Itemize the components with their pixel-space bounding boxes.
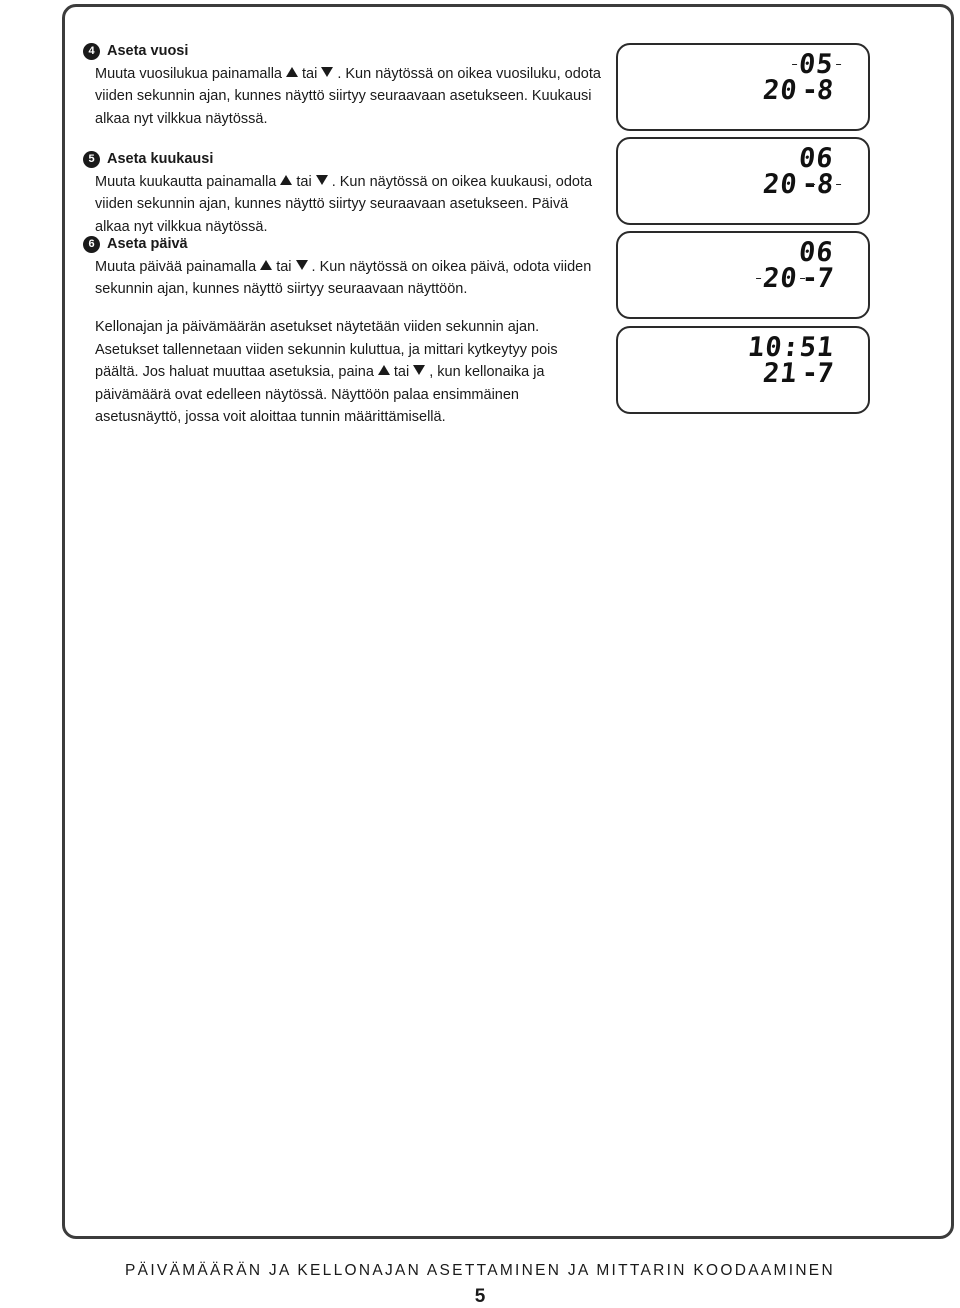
- step-number-badge: 5: [83, 151, 100, 168]
- step-title: Aseta päivä: [107, 236, 188, 252]
- step-day: [88, 233, 605, 301]
- down-triangle-icon: [316, 175, 328, 185]
- down-triangle-icon: [296, 260, 308, 270]
- step-number-badge: 4: [83, 43, 100, 60]
- step-heading: [88, 40, 605, 63]
- lcd-top-value: 10:51: [746, 332, 836, 363]
- step-body: Muuta kuukautta painamalla tai . Kun näytössä on oikea kuukausi, odota viiden sekunnin ajan, kunnes näyttö siirtyy seuraavaan asetukseen. Päivä alkaa nyt vilkkua näytössä.: [95, 173, 593, 235]
- step-body: Muuta vuosilukua painamalla tai . Kun näytössä on oikea vuosiluku, odota viiden sekunnin ajan, kunnes näyttö siirtyy seuraavaan asetukseen. Kuukausi alkaa nyt vilkkua näytössä.: [95, 65, 601, 127]
- step-month: [88, 148, 605, 238]
- step-year: [88, 40, 605, 130]
- up-triangle-icon: [378, 365, 390, 375]
- lcd-top-value: 06: [797, 237, 836, 268]
- summary-paragraph: [95, 316, 605, 429]
- lcd-bottom-value: 20 - 8: [761, 75, 836, 106]
- step-number-badge: 6: [83, 236, 100, 253]
- down-triangle-icon: [413, 365, 425, 375]
- step-title: Aseta kuukausi: [107, 151, 214, 167]
- lcd-bottom-value: 20 - 8: [761, 169, 836, 200]
- down-triangle-icon: [321, 67, 333, 77]
- step-heading: [88, 233, 605, 256]
- lcd-top-value: 06: [797, 143, 836, 174]
- up-triangle-icon: [260, 260, 272, 270]
- step-heading: [88, 148, 605, 171]
- lcd-display-summary: [616, 326, 870, 414]
- lcd-top-value: 05: [797, 49, 836, 80]
- footer-title: PÄIVÄMÄÄRÄN JA KELLONAJAN ASETTAMINEN JA MITTARIN KOODAAMINEN: [125, 1262, 835, 1279]
- step-title: Aseta vuosi: [107, 43, 189, 59]
- lcd-bottom-value: 21 - 7: [761, 358, 836, 389]
- summary-body: Kellonajan ja päivämäärän asetukset näytetään viiden sekunnin ajan. Asetukset tallennetaan viiden sekunnin kuluttua, ja mittari kytkeytyy pois päältä. Jos haluat muuttaa asetuksia, paina tai , kun kellonaika ja päivämäärä ovat edelleen näytössä. Näyttöön palaa ensimmäinen asetusnäyttö, jossa voit aloittaa tunnin määrittämisellä.: [95, 319, 558, 425]
- lcd-display-month: [616, 137, 870, 225]
- up-triangle-icon: [286, 67, 298, 77]
- lcd-display-year: [616, 43, 870, 131]
- step-body: Muuta päivää painamalla tai . Kun näytössä on oikea päivä, odota viiden sekunnin ajan, kunnes näyttö siirtyy seuraavaan näyttöön.: [95, 258, 592, 297]
- page-number: 5: [474, 1286, 486, 1307]
- lcd-bottom-value: 20 - 7: [761, 263, 836, 294]
- up-triangle-icon: [280, 175, 292, 185]
- lcd-display-day: [616, 231, 870, 319]
